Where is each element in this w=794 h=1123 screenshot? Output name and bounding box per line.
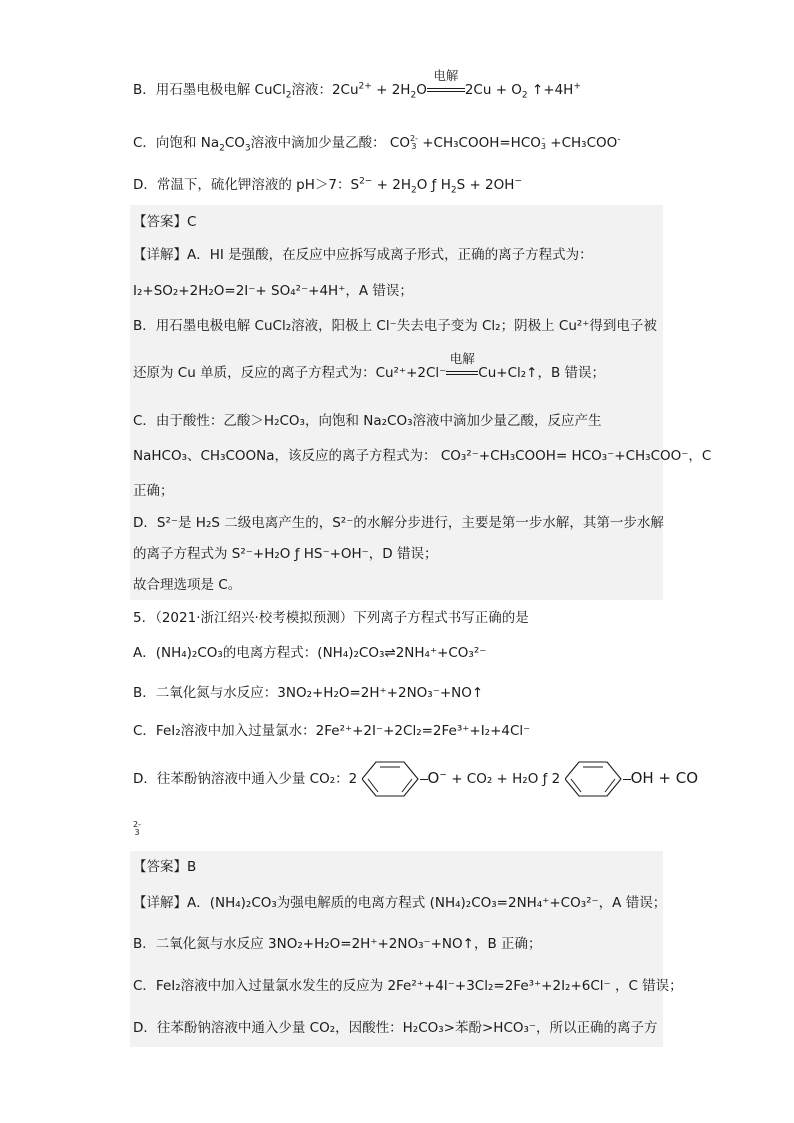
ion-charge bbox=[410, 135, 418, 151]
text: ↑+4H bbox=[527, 82, 574, 98]
benzene-ring-icon bbox=[362, 759, 420, 799]
sup: − bbox=[514, 176, 522, 187]
text: 溶液：2Cu bbox=[291, 82, 359, 98]
option-c: C．FeI₂溶液中加入过量氯水：2Fe²⁺+2I⁻+2Cl₂=2Fe³⁺+I₂+4Cl⁻ bbox=[133, 723, 531, 739]
explanation-line: D．S²⁻是 H₂S 二级电离产生的，S²⁻的水解分步进行，主要是第一步水解，其第一步水解 bbox=[133, 515, 664, 531]
equals-bar bbox=[427, 88, 465, 92]
explanation-line: B．用石墨电极电解 CuCl₂溶液，阳极上 Cl⁻失去电子变为 Cl₂；阴极上 Cu²⁺得到电子被 bbox=[133, 318, 657, 334]
text: +CH₃COOH=HCO bbox=[417, 135, 541, 151]
answer1-background bbox=[130, 205, 663, 600]
explanation-line: 正确； bbox=[133, 483, 174, 499]
sup: - bbox=[617, 134, 621, 145]
sup: 2− bbox=[359, 176, 373, 187]
condition-label: 电解 bbox=[449, 351, 475, 366]
explanation-line: C．由于酸性：乙酸＞H₂CO₃，向饱和 Na₂CO₃溶液中滴加少量乙酸，反应产生 bbox=[133, 413, 602, 429]
equals-bar bbox=[446, 371, 478, 375]
explanation-line: C．FeI₂溶液中加入过量氯水发生的反应为 2Fe²⁺+4I⁻+3Cl₂=2Fe³⁺+2I₂+6Cl⁻ ，C 错误； bbox=[133, 978, 683, 994]
explanation-line: 【详解】A．(NH₄)₂CO₃为强电解质的电离方程式 (NH₄)₂CO₃=2NH₄⁺+CO₃²⁻，A 错误； bbox=[133, 895, 667, 911]
wrapped-charge bbox=[133, 820, 141, 838]
sup: 2+ bbox=[358, 81, 372, 92]
option-a: A．(NH₄)₂CO₃的电离方程式：(NH₄)₂CO₃⇌2NH₄⁺+CO₃²⁻ bbox=[133, 645, 487, 661]
text: Cu+Cl₂↑，B 错误； bbox=[478, 365, 606, 381]
option-d-phenolate bbox=[133, 758, 698, 799]
sub: 2 bbox=[219, 143, 225, 154]
sub: 2 bbox=[410, 90, 417, 101]
text: O bbox=[427, 769, 440, 787]
explanation-line: D．往苯酚钠溶液中通入少量 CO₂，因酸性：H₂CO₃>苯酚>HCO₃⁻，所以正确的离子方 bbox=[133, 1020, 658, 1036]
text: +CH₃COO bbox=[545, 135, 618, 151]
explanation-line: 【详解】A．HI 是强酸，在反应中应拆写成离子形式，正确的离子方程式为： bbox=[133, 247, 593, 263]
sub: 3 bbox=[134, 828, 140, 837]
answer-label: 【答案】C bbox=[133, 214, 197, 230]
text: 2Cu + O bbox=[464, 82, 522, 98]
sub: 3 bbox=[244, 143, 251, 154]
sup: 2- bbox=[133, 820, 141, 829]
sup: - bbox=[541, 134, 545, 143]
sub: 3 bbox=[540, 142, 546, 151]
bond-line bbox=[623, 779, 631, 780]
electrolysis-condition bbox=[427, 68, 465, 99]
text: C．向饱和 Na bbox=[133, 135, 220, 151]
text: S + 2OH bbox=[456, 177, 515, 193]
sub: 2 bbox=[411, 185, 417, 196]
question-stem: 5．（2021·浙江绍兴·校考模拟预测）下列离子方程式书写正确的是 bbox=[133, 610, 529, 626]
electrolysis-condition bbox=[446, 351, 478, 382]
explanation-line bbox=[133, 351, 606, 382]
benzene-ring-icon bbox=[565, 759, 623, 799]
option-b: B．二氧化氮与水反应：3NO₂+H₂O=2H⁺+2NO₃⁻+NO↑ bbox=[133, 685, 484, 701]
option-d-sulfide bbox=[133, 176, 522, 194]
sup: − bbox=[439, 770, 447, 781]
sup: 2- bbox=[409, 134, 418, 143]
explanation-line: I₂+SO₂+2H₂O=2I⁻+ SO₄²⁻+4H⁺，A 错误； bbox=[133, 283, 413, 299]
explanation-line: 故合理选项是 C。 bbox=[133, 577, 242, 593]
text: O ƒ H bbox=[416, 177, 451, 193]
sub: 2 bbox=[521, 90, 528, 101]
text: O bbox=[416, 82, 427, 98]
explanation-line: 的离子方程式为 S²⁻+H₂O ƒ HS⁻+OH⁻，D 错误； bbox=[133, 546, 438, 562]
text: + 2H bbox=[372, 177, 411, 193]
text: 溶液中滴加少量乙酸： CO bbox=[250, 135, 410, 151]
option-c-acetic bbox=[133, 134, 621, 152]
text: B．用石墨电极电解 CuCl bbox=[133, 82, 286, 98]
text: + 2H bbox=[371, 82, 411, 98]
explanation-line: NaHCO₃、CH₃COONa，该反应的离子方程式为： CO₃²⁻+CH₃COOH= HCO₃⁻+CH₃COO⁻，C bbox=[133, 448, 712, 464]
ion-charge bbox=[133, 821, 141, 837]
text: D．常温下，硫化钾溶液的 pH＞7：S bbox=[133, 177, 360, 193]
sub: 2 bbox=[450, 185, 457, 196]
sub: 2 bbox=[285, 90, 292, 101]
sub: 3 bbox=[411, 142, 417, 151]
text: D．往苯酚钠溶液中通入少量 CO₂：2 bbox=[133, 771, 358, 787]
text: 还原为 Cu 单质，反应的离子方程式为：Cu²⁺+2Cl⁻ bbox=[133, 365, 447, 381]
explanation-line: B．二氧化氮与水反应 3NO₂+H₂O=2H⁺+2NO₃⁻+NO↑，B 正确； bbox=[133, 936, 542, 952]
text: OH + CO bbox=[630, 769, 699, 787]
sup: + bbox=[573, 81, 581, 92]
condition-label: 电解 bbox=[433, 68, 459, 83]
text: CO bbox=[224, 135, 245, 151]
answer-label: 【答案】B bbox=[133, 859, 197, 875]
text: + CO₂ + H₂O ƒ 2 bbox=[446, 771, 561, 787]
option-b-electrolysis bbox=[133, 68, 581, 101]
bond-line bbox=[420, 779, 428, 780]
